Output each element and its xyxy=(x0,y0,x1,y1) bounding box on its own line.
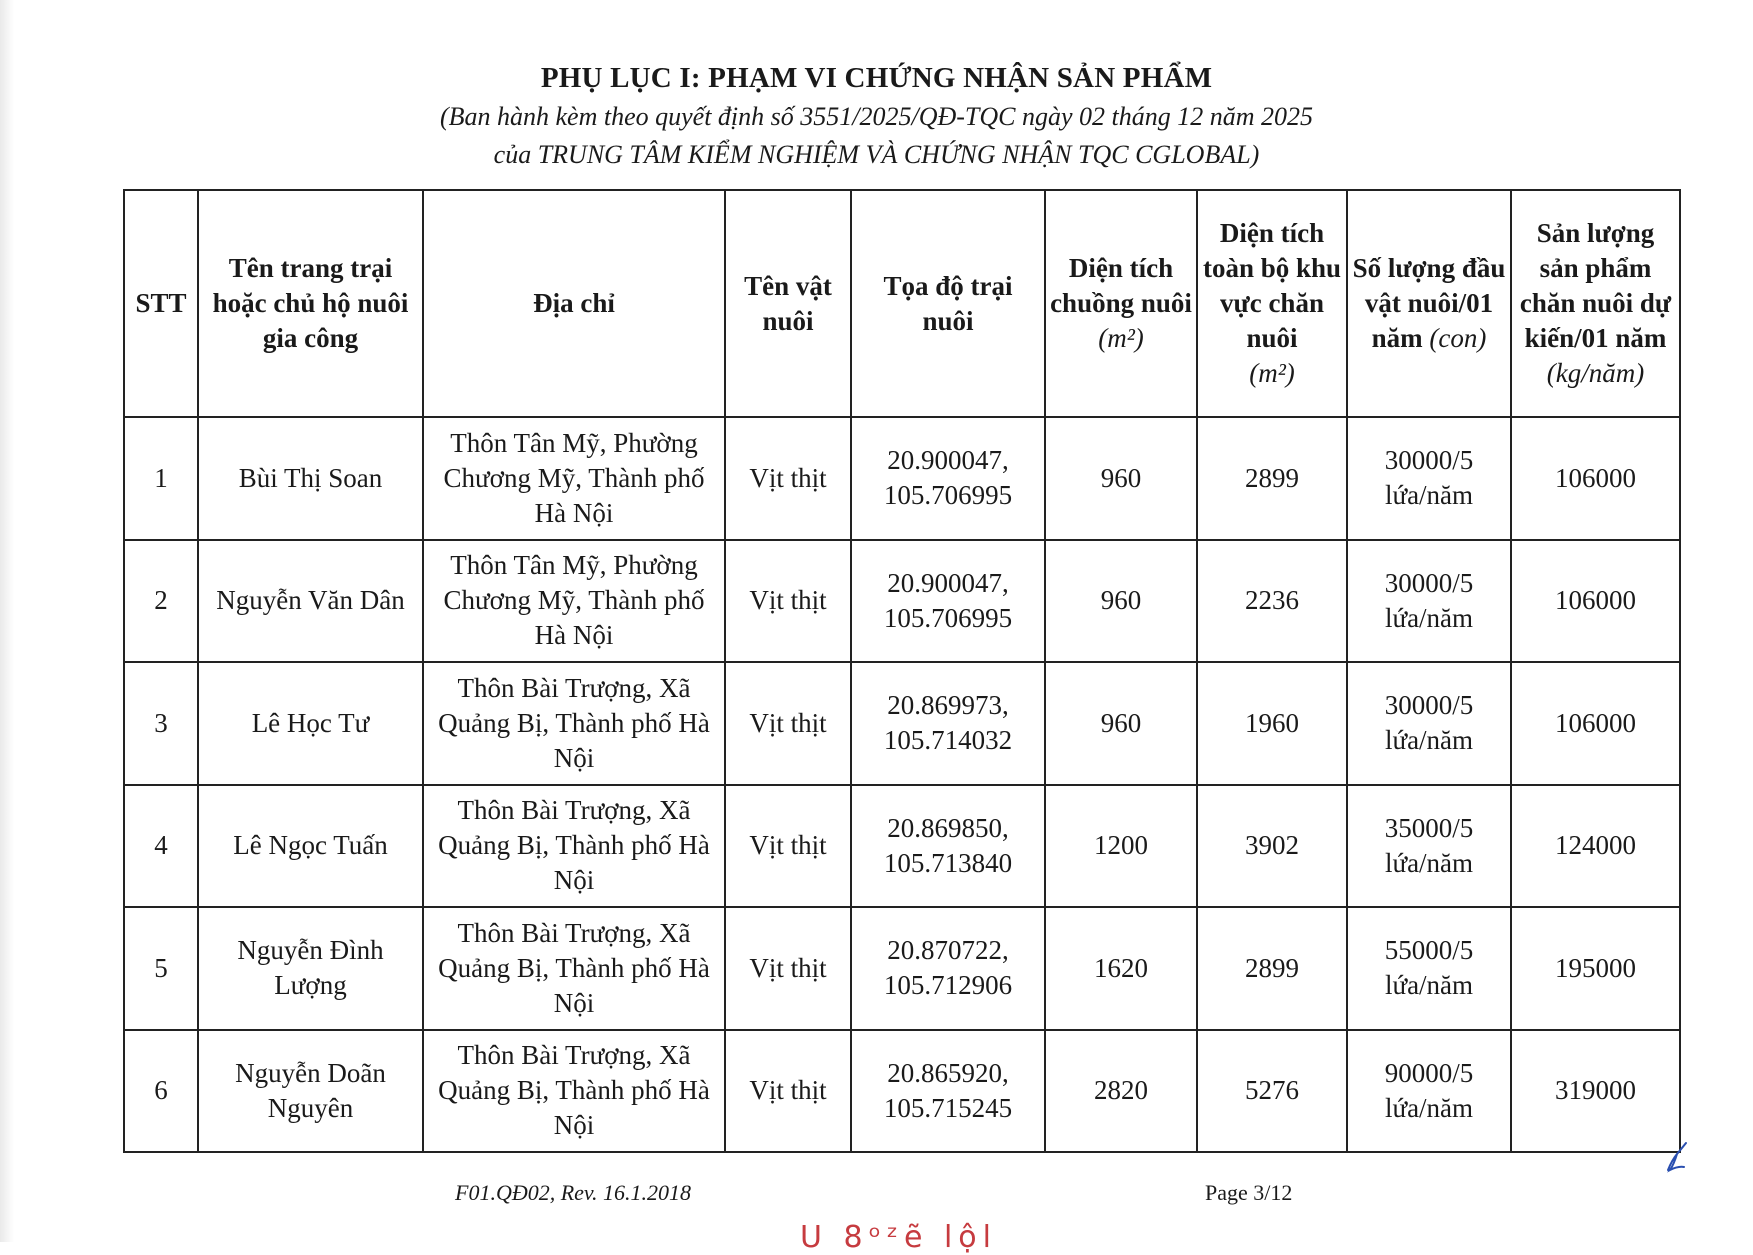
header-total-area xyxy=(1197,190,1347,417)
cell-animal: Vịt thịt xyxy=(725,417,851,540)
cell-head-count: 30000/5 lứa/năm xyxy=(1347,417,1511,540)
cell-stt: 3 xyxy=(124,662,198,785)
cell-farm-name: Nguyễn Đình Lượng xyxy=(198,907,423,1030)
cell-total-area: 1960 xyxy=(1197,662,1347,785)
cell-barn-area: 960 xyxy=(1045,540,1197,663)
document-subtitle-line2: của TRUNG TÂM KIỂM NGHIỆM VÀ CHỨNG NHẬN TQC CGLOBAL) xyxy=(493,140,1260,169)
cell-coordinates: 20.869973, 105.714032 xyxy=(851,662,1045,785)
table-row xyxy=(124,785,1680,908)
header-total-area-unit: (m²) xyxy=(1249,358,1295,388)
cell-stt: 2 xyxy=(124,540,198,663)
cell-output: 106000 xyxy=(1511,662,1680,785)
cell-stt: 1 xyxy=(124,417,198,540)
cell-coordinates: 20.900047, 105.706995 xyxy=(851,417,1045,540)
table-row xyxy=(124,907,1680,1030)
cell-output: 319000 xyxy=(1511,1030,1680,1153)
header-output-unit: (kg/năm) xyxy=(1546,358,1645,388)
cell-address: Thôn Bài Trượng, Xã Quảng Bị, Thành phố Hà Nội xyxy=(423,907,725,1030)
header-barn-area-unit: (m²) xyxy=(1098,323,1144,353)
handwritten-annotation: U 8ᵒᶻẽ lộl xyxy=(800,1220,997,1255)
header-output xyxy=(1511,190,1680,417)
cell-animal: Vịt thịt xyxy=(725,662,851,785)
header-total-area-label: Diện tích toàn bộ khu vực chăn nuôi xyxy=(1202,218,1342,353)
cell-barn-area: 960 xyxy=(1045,662,1197,785)
header-head-count-unit: (con) xyxy=(1429,323,1487,353)
cell-head-count: 35000/5 lứa/năm xyxy=(1347,785,1511,908)
cell-farm-name: Nguyễn Văn Dân xyxy=(198,540,423,663)
header-head-count-label: Số lượng đầu vật nuôi/01 năm xyxy=(1352,253,1506,353)
cell-address: Thôn Bài Trượng, Xã Quảng Bị, Thành phố Hà Nội xyxy=(423,785,725,908)
header-barn-area-label: Diện tích chuồng nuôi xyxy=(1050,253,1192,318)
header-head-count xyxy=(1347,190,1511,417)
cell-farm-name: Lê Ngọc Tuấn xyxy=(198,785,423,908)
cell-address: Thôn Tân Mỹ, Phường Chương Mỹ, Thành phố Hà Nội xyxy=(423,417,725,540)
cell-coordinates: 20.865920, 105.715245 xyxy=(851,1030,1045,1153)
cell-stt: 5 xyxy=(124,907,198,1030)
cell-farm-name: Bùi Thị Soan xyxy=(198,417,423,540)
cell-total-area: 3902 xyxy=(1197,785,1347,908)
cell-animal: Vịt thịt xyxy=(725,540,851,663)
cell-total-area: 2236 xyxy=(1197,540,1347,663)
cell-barn-area: 1620 xyxy=(1045,907,1197,1030)
cell-total-area: 5276 xyxy=(1197,1030,1347,1153)
cell-stt: 6 xyxy=(124,1030,198,1153)
cell-output: 195000 xyxy=(1511,907,1680,1030)
header-output-label: Sản lượng sản phẩm chăn nuôi dự kiến/01 năm xyxy=(1519,218,1672,353)
certification-scope-table xyxy=(123,189,1681,1153)
header-barn-area xyxy=(1045,190,1197,417)
table-row xyxy=(124,540,1680,663)
header-stt: STT xyxy=(124,190,198,417)
table-body xyxy=(124,417,1680,1152)
cell-output: 106000 xyxy=(1511,417,1680,540)
document-subtitle-line1: (Ban hành kèm theo quyết định số 3551/2025/QĐ-TQC ngày 02 tháng 12 năm 2025 xyxy=(439,102,1314,131)
footer-form-code: F01.QĐ02, Rev. 16.1.2018 xyxy=(455,1180,692,1205)
cell-barn-area: 960 xyxy=(1045,417,1197,540)
cell-farm-name: Nguyễn Doãn Nguyên xyxy=(198,1030,423,1153)
cell-animal: Vịt thịt xyxy=(725,785,851,908)
cell-address: Thôn Bài Trượng, Xã Quảng Bị, Thành phố Hà Nội xyxy=(423,1030,725,1153)
cell-output: 124000 xyxy=(1511,785,1680,908)
cell-head-count: 55000/5 lứa/năm xyxy=(1347,907,1511,1030)
cell-total-area: 2899 xyxy=(1197,907,1347,1030)
scan-edge-shadow xyxy=(0,0,14,1242)
cell-total-area: 2899 xyxy=(1197,417,1347,540)
cell-farm-name: Lê Học Tư xyxy=(198,662,423,785)
cell-output: 106000 xyxy=(1511,540,1680,663)
table-row xyxy=(124,1030,1680,1153)
cell-barn-area: 2820 xyxy=(1045,1030,1197,1153)
header-animal: Tên vật nuôi xyxy=(725,190,851,417)
cell-head-count: 90000/5 lứa/năm xyxy=(1347,1030,1511,1153)
cell-address: Thôn Bài Trượng, Xã Quảng Bị, Thành phố Hà Nội xyxy=(423,662,725,785)
table-row xyxy=(124,662,1680,785)
cell-coordinates: 20.900047, 105.706995 xyxy=(851,540,1045,663)
header-coordinates: Tọa độ trại nuôi xyxy=(851,190,1045,417)
header-address: Địa chỉ xyxy=(423,190,725,417)
pen-mark-icon xyxy=(1664,1140,1690,1174)
cell-coordinates: 20.869850, 105.713840 xyxy=(851,785,1045,908)
cell-address: Thôn Tân Mỹ, Phường Chương Mỹ, Thành phố Hà Nội xyxy=(423,540,725,663)
cell-stt: 4 xyxy=(124,785,198,908)
footer-page-number: Page 3/12 xyxy=(1205,1180,1293,1205)
document-title: PHỤ LỤC I: PHẠM VI CHỨNG NHẬN SẢN PHẨM xyxy=(540,62,1213,94)
cell-head-count: 30000/5 lứa/năm xyxy=(1347,540,1511,663)
cell-coordinates: 20.870722, 105.712906 xyxy=(851,907,1045,1030)
cell-barn-area: 1200 xyxy=(1045,785,1197,908)
cell-animal: Vịt thịt xyxy=(725,907,851,1030)
cell-head-count: 30000/5 lứa/năm xyxy=(1347,662,1511,785)
cell-animal: Vịt thịt xyxy=(725,1030,851,1153)
header-farm-name: Tên trang trại hoặc chủ hộ nuôi gia công xyxy=(198,190,423,417)
table-row xyxy=(124,417,1680,540)
table-header xyxy=(124,190,1680,417)
